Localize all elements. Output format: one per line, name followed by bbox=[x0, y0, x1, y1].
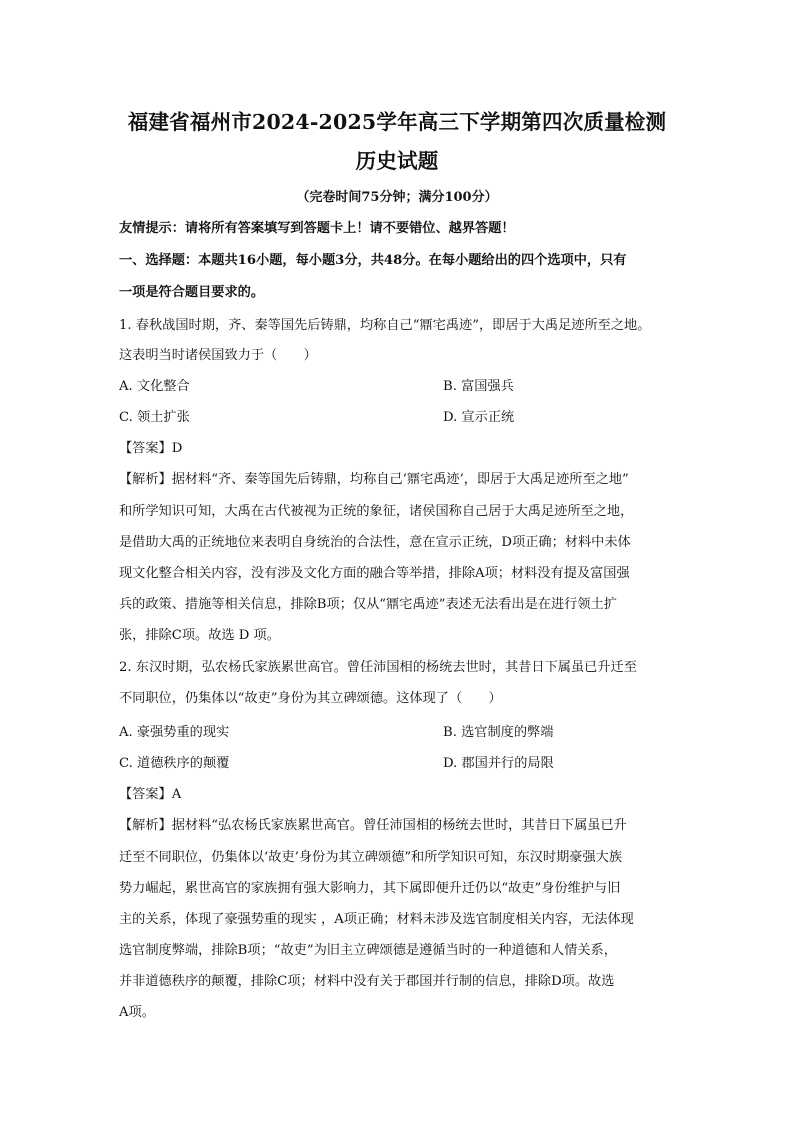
q1-option-d: D. 宣示正统 bbox=[443, 410, 515, 425]
q2-analysis-line: 【解析】据材料“弘农杨氏家族累世高官。曾任沛国相的杨统去世时，其昔日下属虽已升 bbox=[119, 818, 627, 833]
document-title-line1: 福建省福州市2024-2025学年高三下学期第四次质量检测 bbox=[127, 110, 667, 134]
q2-option-c: C. 道德秩序的颠覆 bbox=[119, 756, 230, 771]
q2-analysis-line: 并非道德秩序的颠覆，排除C项；材料中没有关于郡国并行制的信息，排除D项。故选 bbox=[119, 974, 615, 989]
notice: 友情提示：请将所有答案填写到答题卡上！请不要错位、越界答题！ bbox=[119, 221, 515, 236]
q1-option-b: B. 富国强兵 bbox=[443, 379, 514, 394]
q1-analysis-line: 和所学知识可知，大禹在古代被视为正统的象征，诸侯国称自己居于大禹足迹所至之地， bbox=[119, 504, 634, 519]
q2-answer: 【答案】A bbox=[119, 787, 182, 802]
q1-analysis-line: 现文化整合相关内容，没有涉及文化方面的融合等举措，排除A项；材料没有提及富国强 bbox=[119, 566, 630, 581]
q1-analysis-line: 是借助大禹的正统地位来表明自身统治的合法性，意在宣示正统，D项正确；材料中未体 bbox=[119, 535, 631, 550]
q1-answer: 【答案】D bbox=[119, 441, 183, 456]
q2-option-d: D. 郡国并行的局限 bbox=[443, 756, 554, 771]
q2-analysis-line: 迁至不同职位，仍集体以‘故吏’身份为其立碑颂德”和所学知识可知，东汉时期豪强大族 bbox=[119, 850, 623, 865]
q2-option-a: A. 豪强势重的现实 bbox=[119, 725, 230, 740]
exam-info: （完卷时间75分钟；满分100分） bbox=[296, 190, 498, 205]
q2-analysis-line: 主的关系，体现了豪强势重的现实 ，A项正确；材料未涉及选官制度相关内容，无法体现 bbox=[119, 912, 634, 927]
section-heading-line2: 一项是符合题目要求的。 bbox=[119, 285, 265, 300]
q2-analysis-line: A项。 bbox=[119, 1005, 155, 1020]
q2-analysis-line: 势力崛起，累世高官的家族拥有强大影响力，其下属即便升迁仍以“故吏”身份维护与旧 bbox=[119, 881, 621, 896]
q1-option-a: A. 文化整合 bbox=[119, 379, 190, 394]
q1-analysis-line: 张，排除C项。故选 D 项。 bbox=[119, 628, 280, 643]
q2-option-b: B. 选官制度的弊端 bbox=[443, 725, 554, 740]
q1-analysis-line: 兵的政策、措施等相关信息，排除B项；仅从“鼏宅禹迹”表述无法看出是在进行领土扩 bbox=[119, 597, 617, 612]
q1-option-c: C. 领土扩张 bbox=[119, 410, 190, 425]
document-title-line2: 历史试题 bbox=[355, 149, 439, 173]
q1-stem-line2: 这表明当时诸侯国致力于（ ） bbox=[119, 348, 317, 363]
q1-stem-line1: 1. 春秋战国时期，齐、秦等国先后铸鼎，均称自己“鼏宅禹迹”，即居于大禹足迹所至之地。 bbox=[119, 318, 651, 333]
q2-stem-line2: 不同职位，仍集体以“故吏”身份为其立碑颂德。这体现了（ ） bbox=[119, 691, 502, 706]
section-heading-line1: 一、选择题：本题共16小题，每小题3分，共48分。在每小题给出的四个选项中，只有 bbox=[119, 253, 627, 268]
q2-stem-line1: 2. 东汉时期，弘农杨氏家族累世高官。曾任沛国相的杨统去世时，其昔日下属虽已升迁至 bbox=[119, 660, 637, 675]
q2-analysis-line: 选官制度弊端，排除B项；“故吏”为旧主立碑颂德是遵循当时的一种道德和人情关系， bbox=[119, 943, 617, 958]
q1-analysis-line: 【解析】据材料“齐、秦等国先后铸鼎，均称自己‘鼏宅禹迹’，即居于大禹足迹所至之地” bbox=[119, 472, 629, 487]
